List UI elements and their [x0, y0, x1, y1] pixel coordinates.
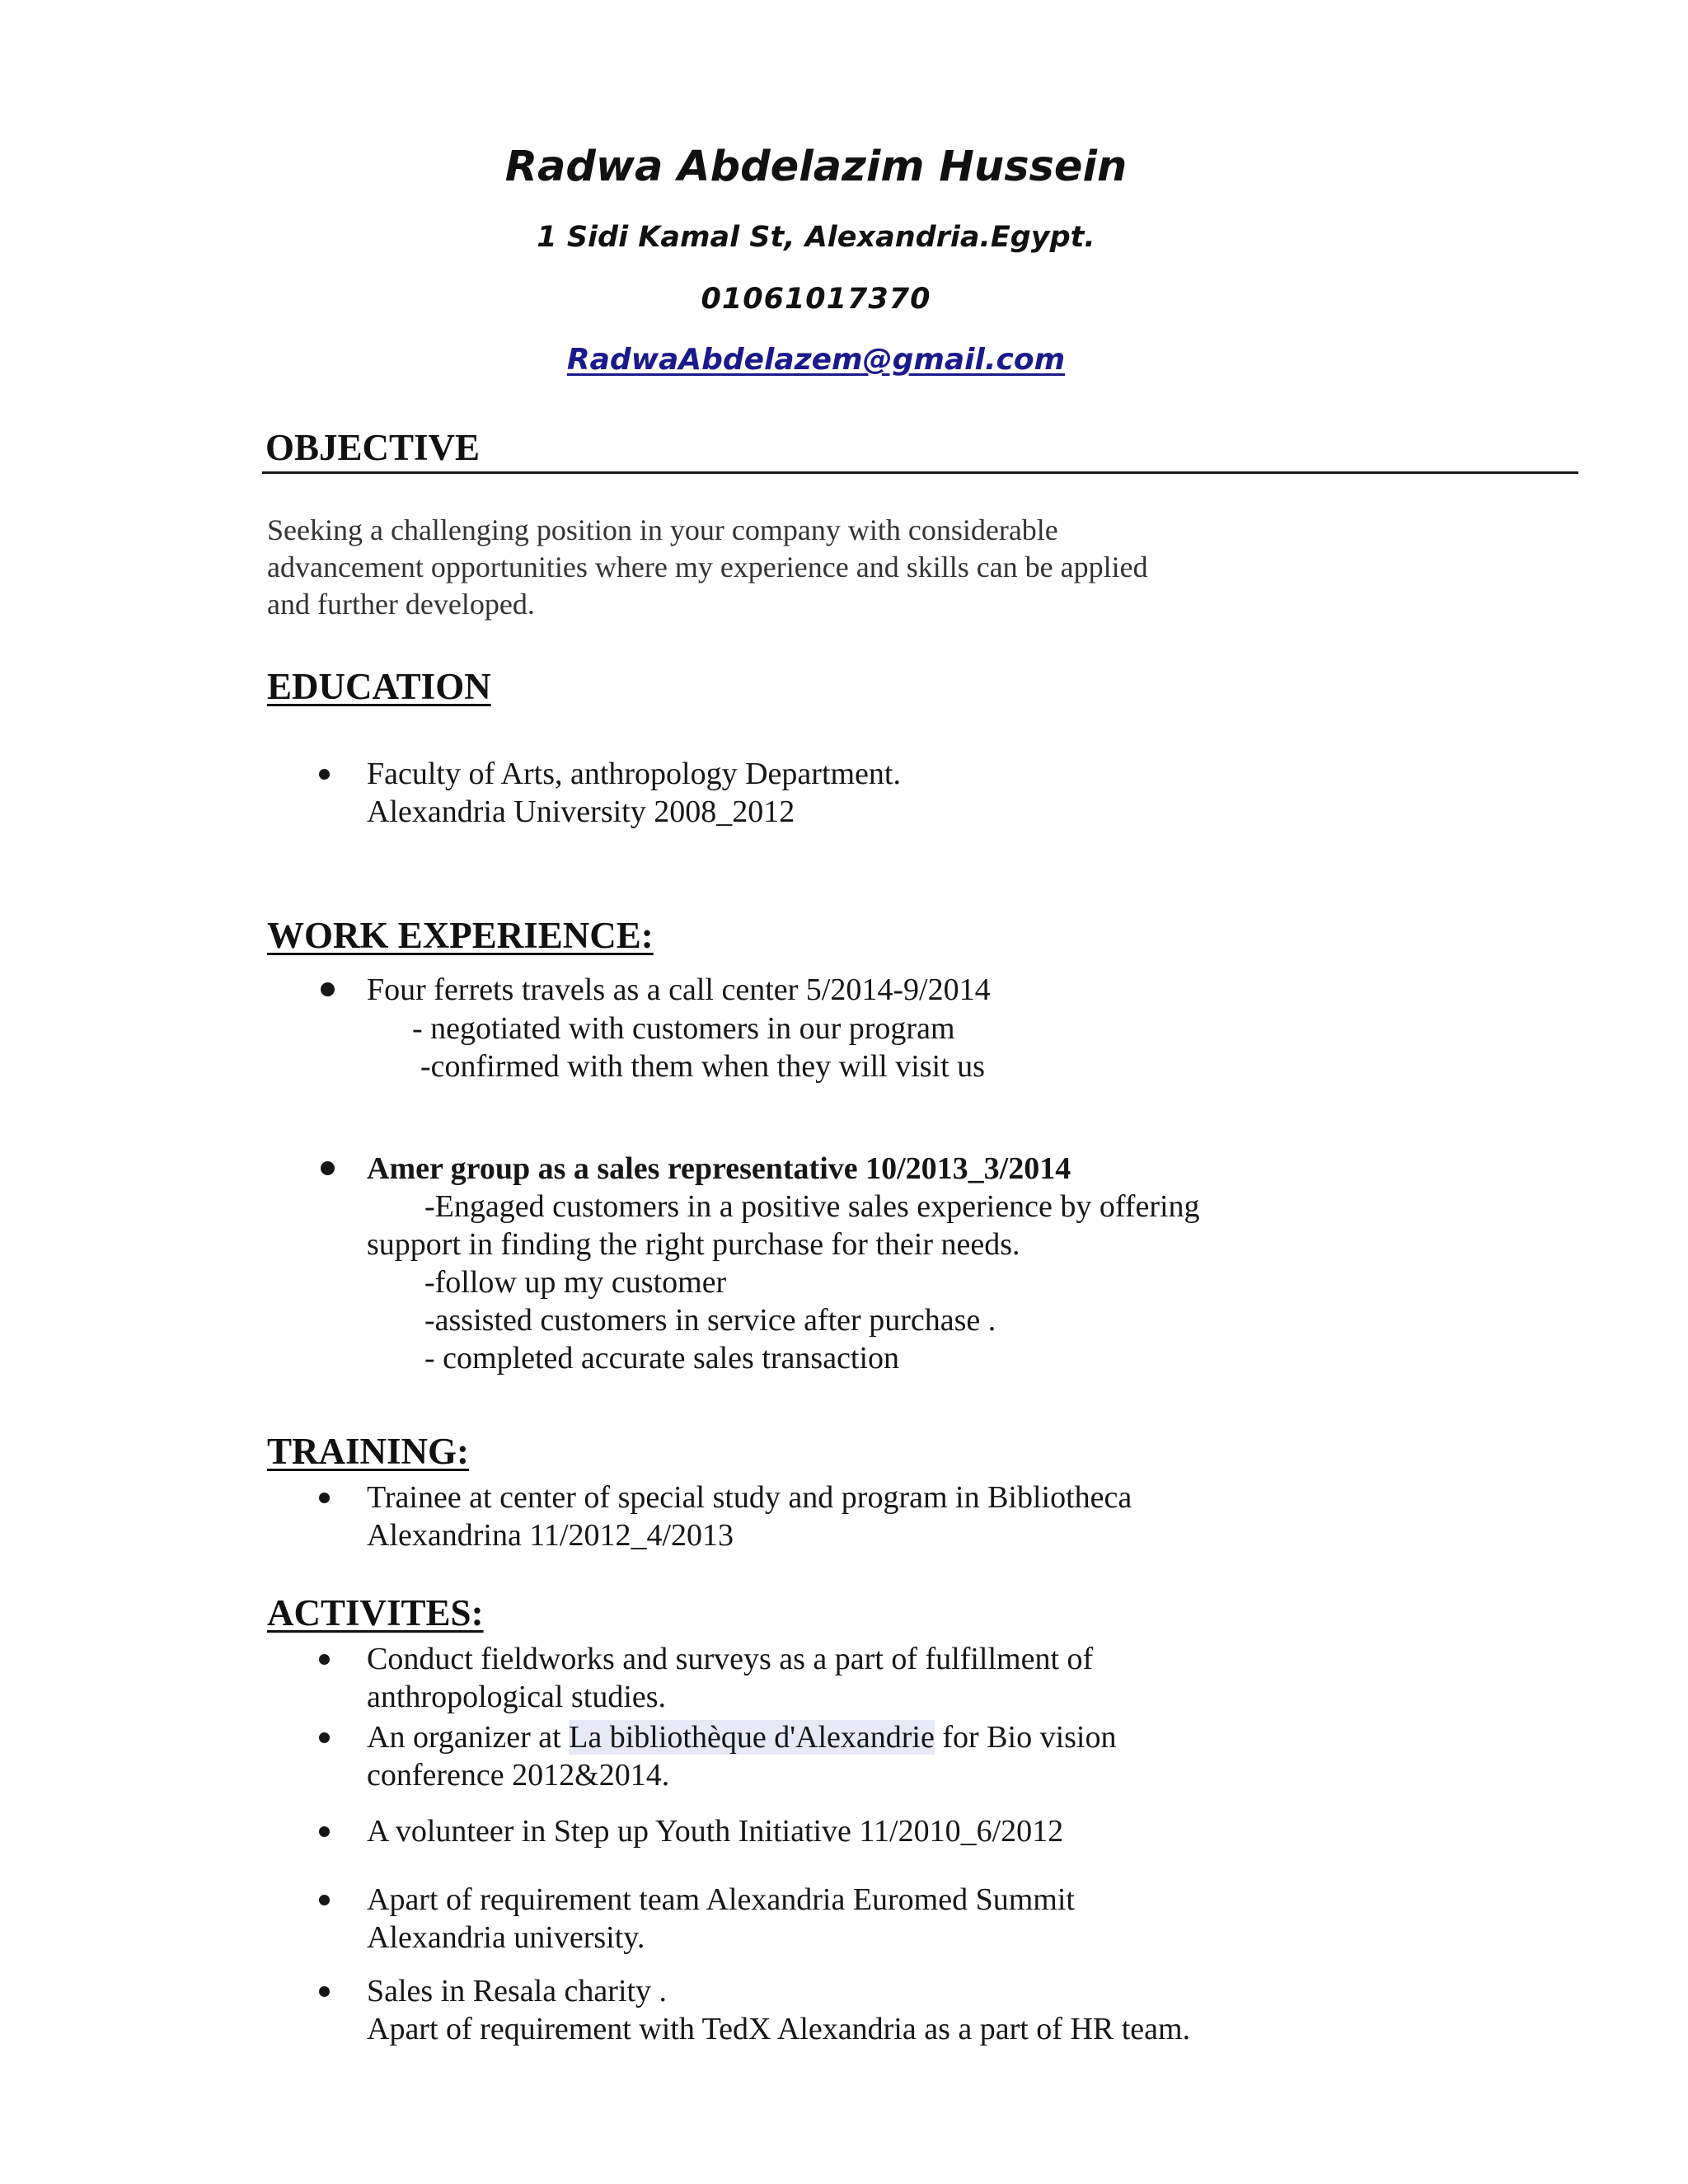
objective-line: Seeking a challenging position in your company with considerable: [267, 513, 1058, 546]
job-detail: - completed accurate sales transaction: [424, 1341, 900, 1376]
job-detail: -confirmed with them when they will visit us: [420, 1049, 985, 1084]
bullet-icon: [319, 1493, 330, 1503]
job-detail: -Engaged customers in a positive sales experience by offering: [424, 1189, 1200, 1224]
training-heading: TRAINING:: [267, 1431, 470, 1472]
objective-heading: OBJECTIVE: [265, 427, 481, 468]
objective-line: advancement opportunities where my experience and skills can be applied: [267, 551, 1148, 583]
education-line: Alexandria University 2008_2012: [367, 794, 795, 829]
objective-line: and further developed.: [267, 588, 535, 621]
objective-divider: [262, 471, 1578, 474]
job-detail: support in finding the right purchase for their needs.: [367, 1227, 1020, 1262]
training-line: Alexandrina 11/2012_4/2013: [367, 1518, 734, 1553]
bullet-icon: [319, 1654, 330, 1665]
activity-text: An organizer at: [367, 1720, 570, 1755]
applicant-address: 1 Sidi Kamal St, Alexandria.Egypt.: [537, 221, 1095, 254]
bullet-icon: [319, 1826, 330, 1837]
applicant-name: Radwa Abdelazim Hussein: [504, 143, 1128, 191]
applicant-phone: 01061017370: [701, 283, 931, 316]
activity-line: Sales in Resala charity .: [367, 1974, 668, 2008]
activity-text: for Bio vision: [934, 1720, 1117, 1755]
education-heading: EDUCATION: [267, 666, 491, 707]
education-line: Faculty of Arts, anthropology Department.: [367, 757, 901, 791]
job-detail: -follow up my customer: [424, 1265, 727, 1300]
bullet-icon: [319, 1732, 330, 1743]
activity-line: Alexandria university.: [367, 1920, 645, 1955]
bullet-icon: [321, 982, 335, 996]
activity-line: [367, 1719, 1116, 1755]
activities-heading: ACTIVITES:: [267, 1592, 484, 1633]
activity-line: Conduct fieldworks and surveys as a part of fulfillment of: [367, 1642, 1094, 1676]
bullet-icon: [319, 1895, 330, 1905]
bullet-icon: [319, 769, 330, 780]
job-title: Amer group as a sales representative 10/2013_3/2014: [367, 1151, 1071, 1186]
applicant-email-link[interactable]: RadwaAbdelazem@gmail.com: [566, 343, 1066, 377]
activity-line: Apart of requirement with TedX Alexandria as a part of HR team.: [367, 2012, 1191, 2046]
activity-line: A volunteer in Step up Youth Initiative 11/2010_6/2012: [367, 1814, 1064, 1849]
job-title: Four ferrets travels as a call center 5/2014-9/2014: [367, 972, 991, 1007]
work-experience-heading: WORK EXPERIENCE:: [267, 915, 654, 956]
activity-line: anthropological studies.: [367, 1680, 667, 1714]
job-detail: - negotiated with customers in our program: [412, 1011, 955, 1046]
job-detail: -assisted customers in service after purchase .: [424, 1303, 996, 1338]
highlighted-text: La bibliothèque d'Alexandrie: [569, 1720, 935, 1755]
activity-line: conference 2012&2014.: [367, 1758, 670, 1793]
bullet-icon: [319, 1986, 330, 1997]
activity-line: Apart of requirement team Alexandria Euromed Summit: [367, 1882, 1075, 1917]
training-line: Trainee at center of special study and program in Bibliotheca: [367, 1480, 1132, 1515]
bullet-icon: [321, 1161, 335, 1175]
